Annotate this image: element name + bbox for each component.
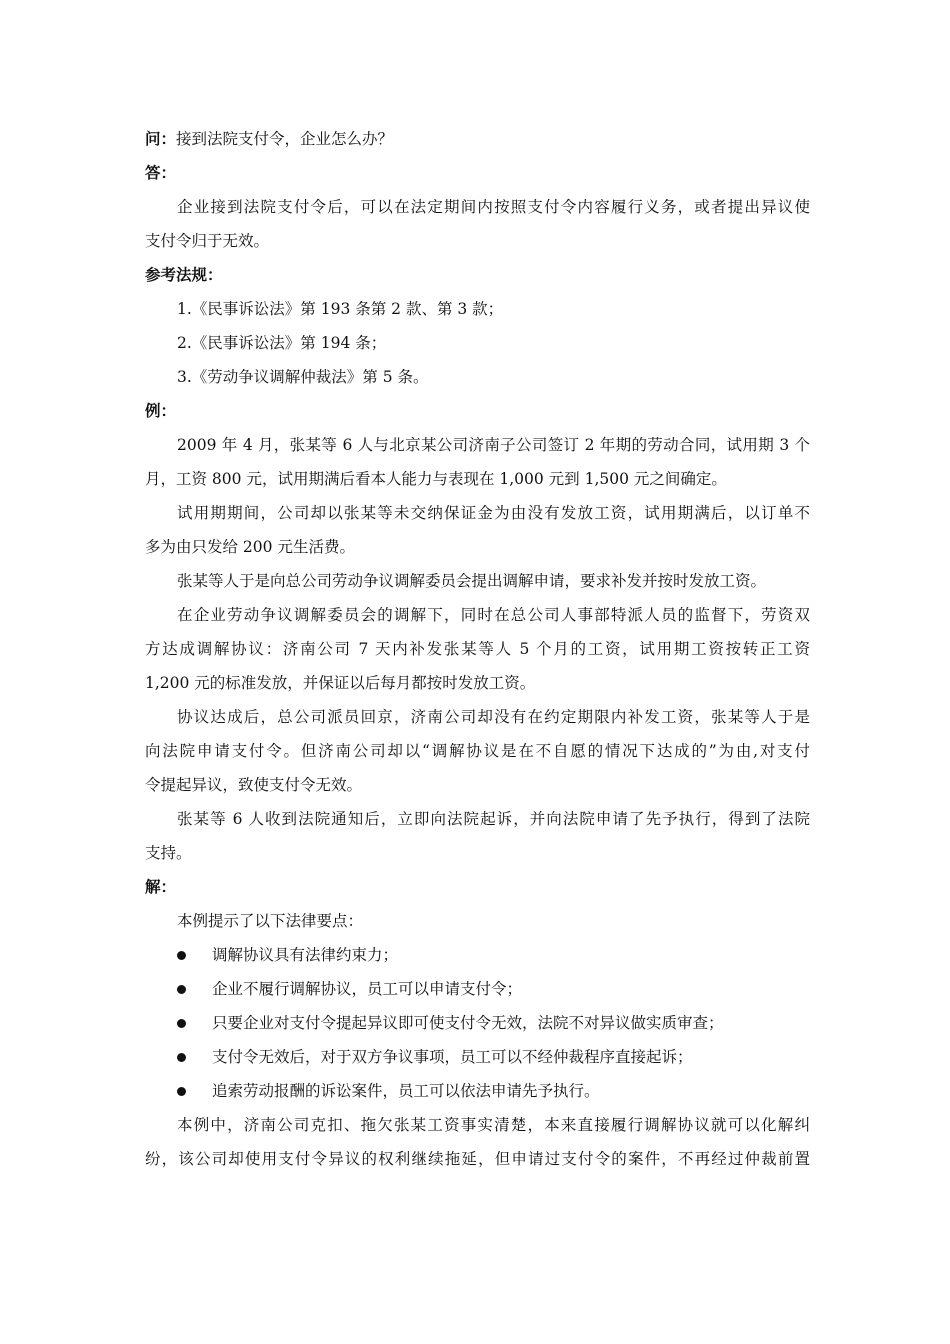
question-label: 问： [145,129,177,148]
example-p5-line-1: 协议达成后，总公司派员回京，济南公司却没有在约定期限内补发工资，张某等人于是 [177,708,810,726]
document-page [145,122,810,1176]
answer-label: 答： [145,163,177,182]
example-p3-line-1: 张某等人于是向总公司劳动争议调解委员会提出调解申请，要求补发并按时发放工资。 [177,572,767,590]
closing-line-2: 纷，该公司却使用支付令异议的权利继续拖延，但申请过支付令的案件，不再经过仲裁前置 [145,1150,810,1168]
example-p5-line-2: 向法院申请支付令。但济南公司却以“调解协议是在不自愿的情况下达成的”为由,对支付 [145,742,810,760]
example-p2-line-2: 多为由只发给 200 元生活费。 [145,538,355,556]
bullet-item [145,1006,810,1040]
example-p6-line-2: 支持。 [145,844,192,862]
bullet-text: 只要企业对支付令提起异议即可使支付令无效，法院不对异议做实质审查； [212,1014,724,1032]
example-p2-line-1: 试用期期间，公司却以张某等未交纳保证金为由没有发放工资，试用期满后，以订单不 [177,504,810,522]
example-p1-line-2: 月，工资 800 元，试用期满后看本人能力与表现在 1,000 元到 1,500 元之间确定。 [145,470,727,488]
bullet-item [145,972,810,1006]
reference-item-3: 3.《劳动争议调解仲裁法》第 5 条。 [177,368,429,386]
bullet-text: 追索劳动报酬的诉讼案件，员工可以依法申请先予执行。 [212,1082,600,1100]
reference-item-1: 1.《民事诉讼法》第 193 条第 2 款、第 3 款； [177,300,504,318]
bullet-dot-icon [177,985,186,994]
bullet-dot-icon [177,1019,186,1028]
bullet-item [145,938,810,972]
bullet-text: 企业不履行调解协议，员工可以申请支付令； [212,980,523,998]
bullet-dot-icon [177,1053,186,1062]
question-text: 接到法院支付令，企业怎么办？ [176,130,394,148]
question-line [145,122,810,156]
closing-line-1: 本例中，济南公司克扣、拖欠张某工资事实清楚，本来直接履行调解协议就可以化解纠 [177,1116,810,1134]
answer-line-2: 支付令归于无效。 [145,232,270,250]
bullet-dot-icon [177,951,186,960]
example-p5-line-3: 令提起异议，致使支付令无效。 [145,776,363,794]
answer-line-1: 企业接到法院支付令后，可以在法定期间内按照支付令内容履行义务，或者提出异议使 [177,198,810,216]
example-p4-line-2: 方达成调解协议：济南公司 7 天内补发张某等人 5 个月的工资，试用期工资按转正工资 [145,640,810,658]
bullet-item [145,1074,810,1108]
example-p1-line-1: 2009 年 4 月，张某等 6 人与北京某公司济南子公司签订 2 年期的劳动合同，试用期 3 个 [177,436,810,454]
solution-label: 解： [145,877,177,896]
example-p4-line-1: 在企业劳动争议调解委员会的调解下，同时在总公司人事部特派人员的监督下，劳资双 [177,606,810,624]
bullet-item [145,1040,810,1074]
bullet-text: 调解协议具有法律约束力； [212,946,399,964]
bullet-dot-icon [177,1087,186,1096]
references-label: 参考法规： [145,265,223,284]
reference-item-2: 2.《民事诉讼法》第 194 条； [177,334,387,352]
bullet-text: 支付令无效后，对于双方争议事项，员工可以不经仲裁程序直接起诉； [212,1048,693,1066]
example-label: 例： [145,401,177,420]
example-p4-line-3: 1,200 元的标准发放，并保证以后每月都按时发放工资。 [145,674,536,692]
solution-intro: 本例提示了以下法律要点： [177,912,364,930]
example-p6-line-1: 张某等 6 人收到法院通知后，立即向法院起诉，并向法院申请了先予执行，得到了法院 [177,810,810,828]
